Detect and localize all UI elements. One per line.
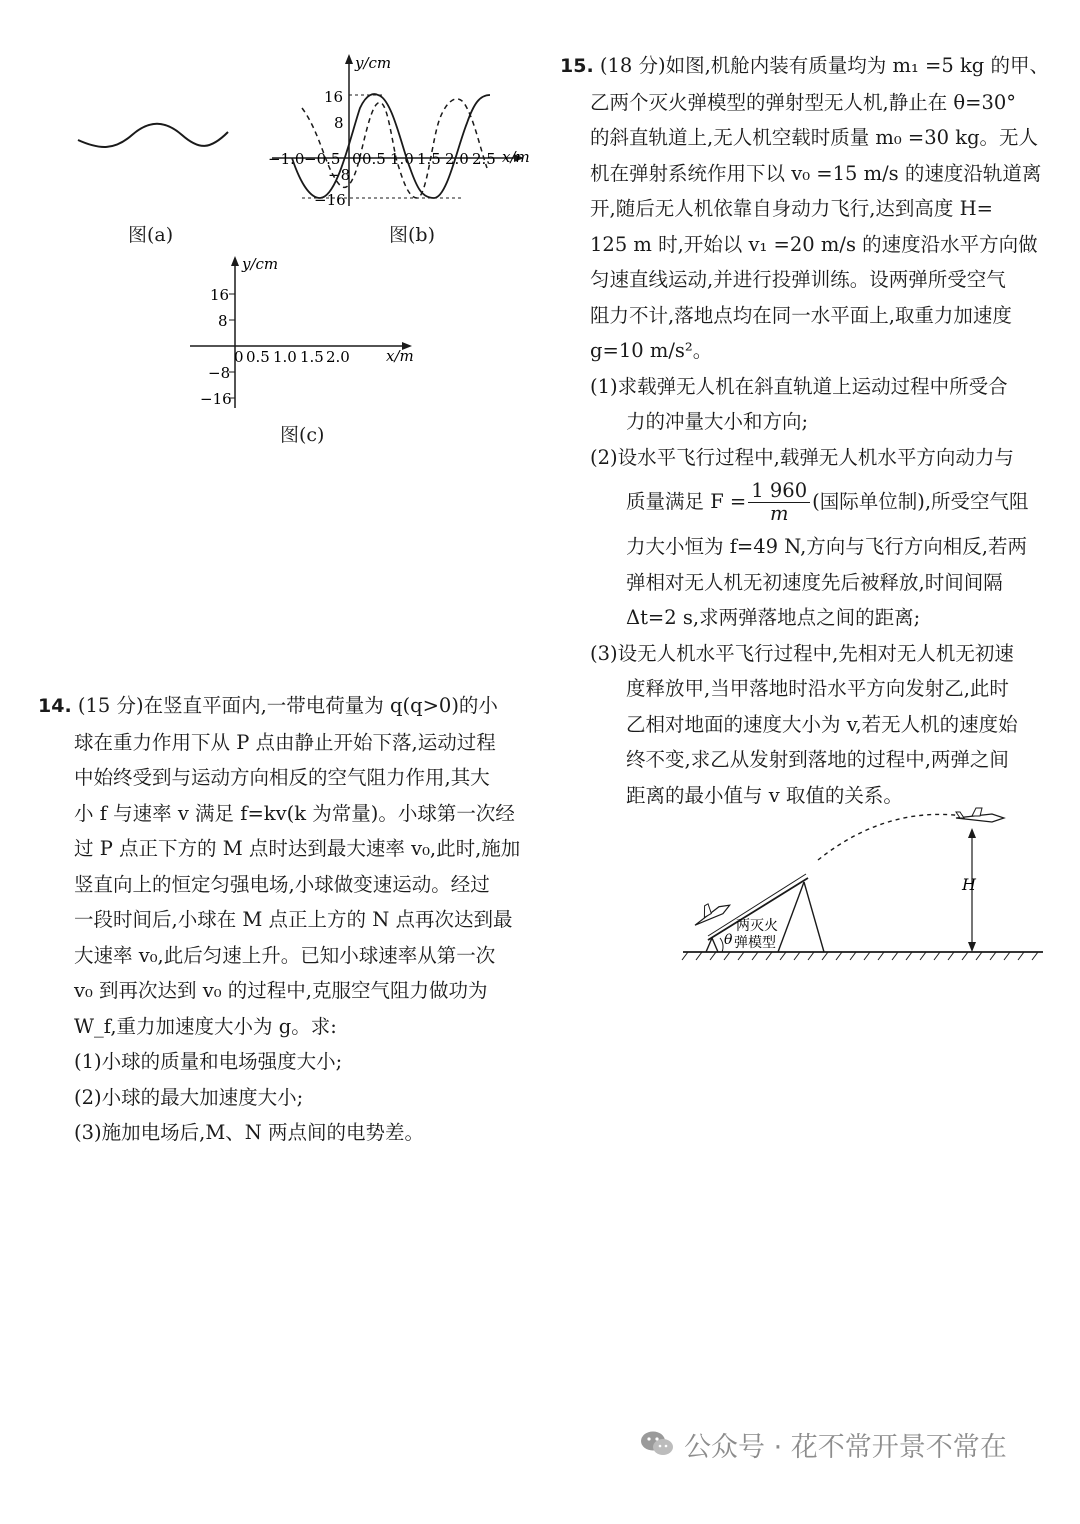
q15-line-4: 开,随后无人机依靠自身动力飞行,达到高度 H= [590, 197, 993, 220]
fig-b-xtick-0.5: 0.5 [362, 150, 386, 168]
fig-b-ytick-neg16: −16 [314, 191, 346, 209]
figure-b-graph [262, 48, 537, 213]
q14-line-8: v₀ 到再次达到 v₀ 的过程中,克服空气阻力做功为 [74, 979, 488, 1002]
drone-on-rail-icon [689, 895, 732, 929]
fig-c-ytick-neg16: −16 [200, 390, 232, 408]
fig-b-ytick-16: 16 [324, 88, 344, 106]
fig-c-ytick-8: 8 [218, 312, 228, 330]
fig-c-y-label: y/cm [242, 255, 279, 273]
q15-sub2-line5: Δt=2 s,求两弹落地点之间的距离; [626, 606, 921, 629]
question-15 [560, 48, 1050, 813]
fig-b-xtick-m0.5: −0.5 [304, 150, 341, 168]
q14-line-9: W_f,重力加速度大小为 g。求: [74, 1014, 337, 1038]
fig15-H-label: H [962, 875, 976, 894]
q15-sub3-line1: (3)设无人机水平飞行过程中,先相对无人机无初速 [590, 641, 1014, 665]
flying-drone-icon [956, 808, 1004, 822]
q15-sub2-line4: 弹相对无人机无初速度先后被释放,时间间隔 [626, 570, 1003, 594]
q14-line-4: 过 P 点正下方的 M 点时达到最大速率 v₀,此时,施加 [74, 837, 521, 860]
question-14 [38, 688, 538, 1151]
q15-line-7: 阻力不计,落地点均在同一水平面上,取重力加速度 [590, 303, 1012, 327]
q14-line-1: 球在重力作用下从 P 点由静止开始下落,运动过程 [74, 730, 496, 754]
fig-c-xtick-1.5: 1.5 [300, 348, 324, 366]
q15-sub2-line1: (2)设水平飞行过程中,载弹无人机水平方向动力与 [590, 445, 1014, 469]
q15-sub2-frac-den: m [769, 502, 789, 525]
q15-line-6: 匀速直线运动,并进行投弹训练。设两弹所受空气 [590, 268, 1006, 291]
fig-b-x-label: x/m [502, 148, 530, 166]
fig-c-xtick-0.5: 0.5 [246, 348, 270, 366]
fig-b-xtick-m1.0: −1.0 [268, 150, 305, 168]
q14-line-5: 竖直向上的恒定匀强电场,小球做变速运动。经过 [74, 872, 490, 896]
fig-b-xtick-0: 0 [352, 150, 362, 168]
fig-c-ytick-neg8: −8 [208, 364, 231, 382]
q15-sub3-line5: 距离的最小值与 v 取值的关系。 [626, 783, 903, 807]
fig-b-ytick-8: 8 [334, 114, 344, 132]
q15-sub3-line3: 乙相对地面的速度大小为 v,若无人机的速度始 [626, 712, 1018, 736]
figure-15-drone-diagram [678, 800, 1048, 965]
q15-line-5: 125 m 时,开始以 v₁ =20 m/s 的速度沿水平方向做 [590, 232, 1038, 256]
fig15-label-1: 两灭火 [736, 918, 778, 934]
fig-b-xtick-1.0: 1.0 [390, 150, 414, 168]
q15-line-2: 的斜直轨道上,无人机空载时质量 m₀ =30 kg。无人 [590, 126, 1039, 149]
q15-line-8: g=10 m/s²。 [590, 339, 713, 362]
question-14-number: 14. [38, 695, 72, 717]
q15-sub2-formula-line [560, 475, 1050, 529]
fig-c-xtick-2.0: 2.0 [326, 348, 350, 366]
fig-c-xtick-0: 0 [234, 348, 244, 366]
watermark-text: 公众号 · 花不常开景不常在 [684, 1431, 1007, 1463]
q15-line-0: (18 分)如图,机舱内装有质量均为 m₁ =5 kg 的甲、 [599, 54, 1049, 77]
q15-line-1: 乙两个灭火弹模型的弹射型无人机,静止在 θ=30° [590, 90, 1017, 114]
figure-b-caption: 图(b) [389, 224, 435, 246]
q15-sub1-line2: 力的冲量大小和方向; [626, 410, 809, 433]
q15-sub1-line1: (1)求载弹无人机在斜直轨道上运动过程中所受合 [590, 374, 1008, 398]
q15-sub2-suffix: (国际单位制),所受空气阻 [812, 490, 1029, 513]
q15-sub3-line4: 终不变,求乙从发射到落地的过程中,两弹之间 [626, 748, 1009, 771]
fig15-theta-label: θ [724, 932, 733, 948]
wechat-icon [640, 1430, 674, 1458]
figure-c-graph [180, 248, 425, 413]
figure-a-caption: 图(a) [128, 224, 174, 246]
fig15-label-2: 弹模型 [734, 935, 776, 951]
q14-line-6: 一段时间后,小球在 M 点正上方的 N 点再次达到最 [74, 908, 513, 931]
figure-a-wave [70, 110, 240, 160]
q14-sub-2: (2)小球的最大加速度大小; [74, 1085, 304, 1109]
fig-c-x-label: x/m [386, 347, 414, 365]
q15-sub2-prefix: 质量满足 F = [626, 490, 747, 513]
fig-c-ytick-16: 16 [210, 286, 230, 304]
q15-sub2-frac-num: 1 960 [748, 480, 810, 503]
fig-b-xtick-1.5: 1.5 [417, 150, 441, 168]
q14-line-3: 小 f 与速率 v 满足 f=kv(k 为常量)。小球第一次经 [74, 801, 515, 825]
question-15-number: 15. [560, 55, 594, 77]
q15-sub3-line2: 度释放甲,当甲落地时沿水平方向发射乙,此时 [626, 677, 1009, 700]
q14-line-7: 大速率 v₀,此后匀速上升。已知小球速率从第一次 [74, 943, 496, 967]
fig-b-xtick-2.0: 2.0 [445, 150, 469, 168]
q15-sub2-line3: 力大小恒为 f=49 N,方向与飞行方向相反,若两 [626, 535, 1027, 558]
fig-b-y-label: y/cm [355, 54, 392, 72]
fig-b-xtick-2.5: 2.5 [472, 150, 496, 168]
watermark [640, 1424, 1060, 1464]
q15-line-3: 机在弹射系统作用下以 v₀ =15 m/s 的速度沿轨道离 [590, 161, 1042, 185]
fig-b-ytick-neg8: −8 [328, 166, 351, 184]
q14-sub-3: (3)施加电场后,M、N 两点间的电势差。 [74, 1121, 425, 1144]
q14-sub-1: (1)小球的质量和电场强度大小; [74, 1050, 343, 1073]
q14-line-0: (15 分)在竖直平面内,一带电荷量为 q(q>0)的小 [77, 694, 498, 717]
q14-line-2: 中始终受到与运动方向相反的空气阻力作用,其大 [74, 766, 490, 789]
q15-sub2-fraction [748, 480, 810, 525]
figure-c-caption: 图(c) [280, 424, 325, 446]
fig-c-xtick-1.0: 1.0 [273, 348, 297, 366]
